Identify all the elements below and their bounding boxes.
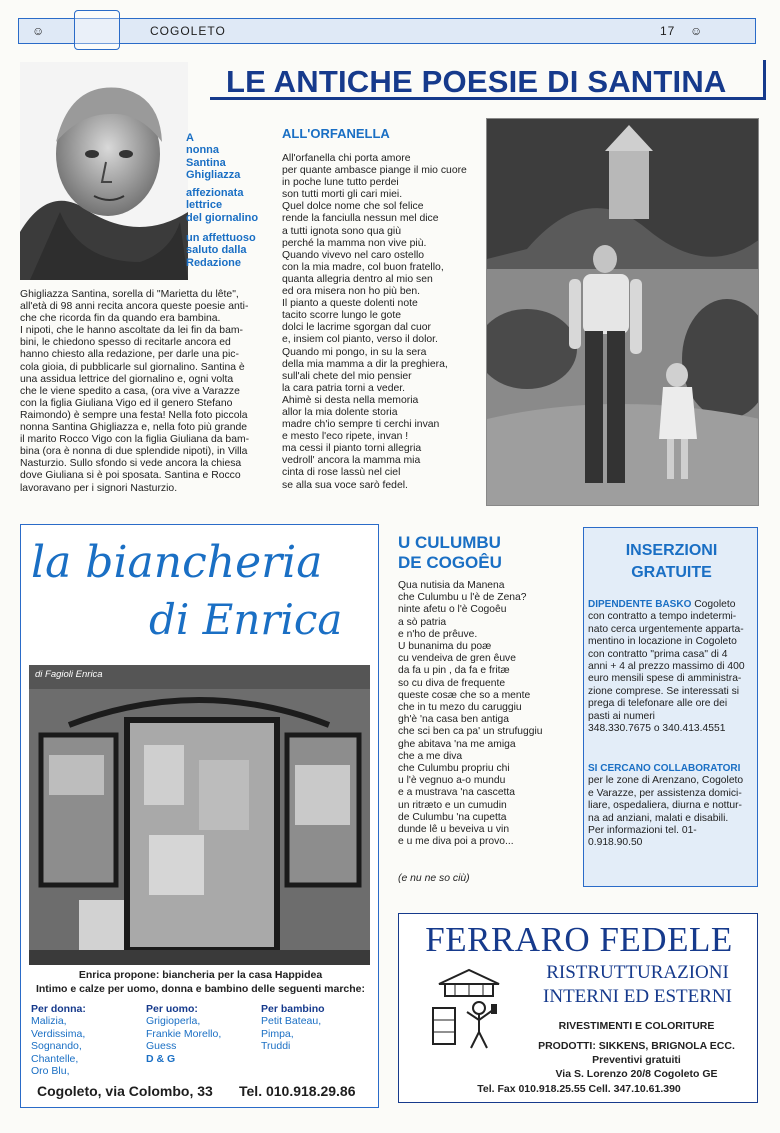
portrait-photo: [20, 62, 188, 280]
header-smiley-left: ☺: [32, 24, 46, 38]
intro-text: Ghigliazza Santina, sorella di "Marietta du lête", all'età di 98 anni recita ancora queste poesie anti- che che ricorda fin da quando era bambina. I nipoti, che le hanno ascoltate da lei fin da bam- bini, le chiedono spesso di recitarle ancora ed hanno chiesto alla redazione, per darle una pic- cola gioia, di pubblicarle sul giornalino. Santina è una assidua lettrice del giornalino e, ogni volta che le viene spedito a casa, (ora vive a Varazze con la figlia Giuliana Vigo ed il genero Stefano Raimondo) è sempre una festa! Nella foto piccola nonna Santina Ghigliazza e, nella foto più grande il marito Rocco Vigo con la figlia Giuliana da bam- bina (ora è nonna di due splendide nipoti), in Villa Nasturzio. Sullo sfondo si vede ancora la chiesa dove Giuliana si è poi sposata. Santina e Rocco lavoravano per i signori Nasturzio.: [20, 289, 250, 494]
garden-photo: [486, 118, 759, 506]
ad1-col-donna: Per donna: Malizia, Verdissima, Sognando, Chantelle, Oro Blu,: [31, 1003, 86, 1078]
header-bar: [18, 18, 756, 44]
ad2-contacts: Tel. Fax 010.918.25.55 Cell. 347.10.61.390: [477, 1083, 681, 1095]
poem1-text: All'orfanella chi porta amore per quante ambasce piange il mio cuore in poche lune tutto perdei son tutti morti gli cari miei. Quel dolce nome che sol felice rende la fanciulla nessun mel dice a tutti ignota sono qua giù perché la mamma non vive più. Quando vivevo nel caro ostello con la mia madre, col buon fratello, quanta allegria dentro al mio sen ed ora misera non ho più ben. Il pianto a queste dolenti note tacito scorre lungo le gote dolci le lacrime sgorgan dal cuor e, insiem col pianto, verso il dolor. Quando mi pongo, in su la sera della mia mamma a dir la preghiera, sull'ali chete del mio pensier la cara patria torni a veder. Ahimè si desta nella memoria allor la mia dolente storia madre ch'io sempre ti cerchi invan e mesto l'eco ripete, invan ! ma cessi il pianto torni allegria vedroll' ancora la mamma mia cinta di rose lassù nel ciel se alla sua voce sarò fedel.: [282, 153, 467, 491]
inserzioni-box: [583, 527, 758, 887]
ferraro-ad: [398, 913, 758, 1103]
ad1-phone: Tel. 010.918.29.86: [239, 1083, 356, 1099]
inserzioni-title-line1: INSERZIONI: [625, 542, 718, 559]
lingerie-ad: [20, 524, 379, 1108]
painter-illustration: [419, 964, 519, 1054]
ad1-brand-line1: la biancheria: [31, 537, 323, 588]
ad1-brand-line2: di Enrica: [149, 595, 343, 644]
poem2-text: Qua nutisia da Manena che Culumbu u l'è de Zena? ninte afetu o l'è Cogoêu a sò patria e n'ho de prêuve. U bunanima du poæ cu vendeiva de gren êuve da fa u pin , da fa e fritæ so cu diva de frequente queste cosæ che so a mente che in tu mezo du caruggiu gh'è 'na casa ben antiga che sci ben ca pa' un strufuggiu ghe abitava 'na me amiga che a me diva che Culumbu propriu chi u l'è vegnuo a-o mundu e a mustrava 'na cascetta un ritræto e un cumudin de Culumbu 'na cupetta dunde lê u beveiva u vin e u me diva poi a provo...: [398, 580, 543, 848]
page-title: LE ANTICHE POESIE DI SANTINA: [226, 64, 727, 99]
ad1-propone-line1: Enrica propone: biancheria per la casa Happidea: [78, 969, 323, 981]
ad1-propone-line2: Intimo e calze per uomo, donna e bambino delle seguenti marche:: [35, 983, 366, 995]
caption-greeting: un affettuoso saluto dalla Redazione: [186, 232, 256, 269]
inserzione-basko: DIPENDENTE BASKO Cogoleto con contratto a tempo indetermi- nato cerca urgentemente apparta- mentino in locazione in Cogoleto con contratto "prima casa" di 4 anni + 4 al prezzo massimo di 400 euro mensili spese di amministra- zione comprese. Se interessati si prega di telefonare alle ore dei pasti ai numeri 348.330.7675 o 340.413.4551: [588, 599, 745, 735]
caption-dedication: A nonna Santina Ghigliazza: [186, 132, 241, 182]
poem2-title-line1: U CULUMBU: [398, 533, 501, 552]
shop-window-photo: [29, 665, 370, 965]
ad1-col-bambino: Per bambino Petit Bateau, Pimpa, Truddi: [261, 1003, 325, 1053]
header-page-number: 17: [660, 24, 676, 38]
caption-reader: affezionata lettrice del giornalino: [186, 187, 259, 224]
ad1-owner: di Fagioli Enrica: [35, 669, 103, 680]
inserzione-collaboratori: SI CERCANO COLLABORATORI per le zone di Arenzano, Cogoleto e Varazze, per assistenza domici- liare, ospedaliera, diurna e nottur- na ad anziani, malati e disabili. Per informazioni tel. 01- 0.918.90.50: [588, 763, 744, 849]
ad2-address: Via S. Lorenzo 20/8 Cogoleto GE: [555, 1068, 718, 1080]
header-tab-decoration: [74, 10, 120, 50]
ad2-line1: RISTRUTTURAZIONI: [546, 962, 729, 983]
ad2-services: RIVESTIMENTI E COLORITURE: [558, 1020, 715, 1032]
poem1-title: ALL'ORFANELLA: [282, 126, 390, 141]
ad2-quotes: Preventivi gratuiti: [592, 1054, 681, 1066]
ad2-line2: INTERNI ED ESTERNI: [543, 986, 732, 1007]
ad1-address: Cogoleto, via Colombo, 33: [37, 1083, 213, 1099]
ad1-col-uomo: Per uomo: Grigioperla, Frankie Morello, Guess D & G: [146, 1003, 222, 1065]
ad2-products: PRODOTTI: SIKKENS, BRIGNOLA ECC.: [538, 1040, 735, 1052]
inserzioni-title-line2: GRATUITE: [631, 564, 712, 581]
poem2-title-line2: DE COGOÊU: [398, 553, 502, 572]
header-smiley-right: ☺: [690, 24, 704, 38]
poem2-note: (e nu ne so ciù): [398, 873, 470, 884]
ad2-name: FERRARO FEDELE: [425, 920, 733, 959]
header-section: COGOLETO: [150, 24, 226, 38]
